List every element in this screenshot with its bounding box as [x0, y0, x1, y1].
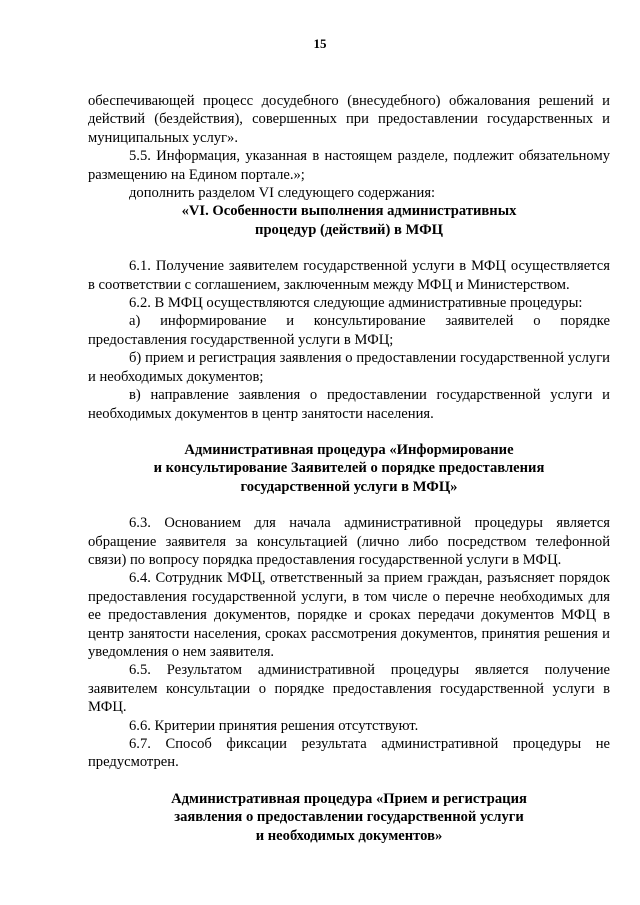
paragraph-6-2-a: а) информирование и консультирование заявителей о порядке предоставления государственной услуги в МФЦ;	[88, 313, 610, 348]
subheading-2-line-1: Административная процедура «Прием и регистрация	[171, 790, 527, 807]
paragraph-amendment-intro: дополнить разделом VI следующего содержания:	[129, 185, 436, 202]
paragraph-6-4: 6.4. Сотрудник МФЦ, ответственный за прием граждан, разъясняет порядок предоставления государственной услуги, в том числе о перечне необходимых для ее предоставления документов, порядке и сроках передачи документов МФЦ в центр занятости населения, сроках рассмотрения документов, принятия решения и уведомления о нем заявителя.	[88, 570, 610, 660]
paragraph-6-3: 6.3. Основанием для начала административной процедуры является обращение заявителя за консультацией (лично либо посредством телефонной связи) по вопросу порядка предоставления государственной услуги в МФЦ.	[88, 515, 610, 568]
page-number: 15	[313, 36, 327, 51]
paragraph-6-6: 6.6. Критерии принятия решения отсутствуют.	[129, 717, 419, 734]
paragraph-5-5: 5.5. Информация, указанная в настоящем разделе, подлежит обязательному размещению на Едином портале.»;	[88, 148, 610, 183]
procedure-informing-heading	[88, 441, 610, 496]
subheading-1-line-3: государственной услуги в МФЦ»	[240, 478, 458, 495]
subheading-2-line-2: заявления о предоставлении государственной услуги	[174, 809, 524, 826]
section-heading-line-1: «VI. Особенности выполнения административных	[181, 203, 517, 220]
paragraph-6-7: 6.7. Способ фиксации результата административной процедуры не предусмотрен.	[88, 736, 610, 771]
procedure-reception-heading	[88, 790, 610, 845]
paragraph-6-2-b: б) прием и регистрация заявления о предоставлении государственной услуги и необходимых документов;	[88, 350, 610, 385]
section-vi-heading	[88, 202, 610, 239]
section-heading-line-2: процедур (действий) в МФЦ	[255, 221, 443, 238]
paragraph-6-1: 6.1. Получение заявителем государственной услуги в МФЦ осуществляется в соответствии с соглашением, заключенным между МФЦ и Министерством.	[88, 258, 610, 293]
paragraph-continuation: обеспечивающей процесс досудебного (внесудебного) обжалования решений и действий (бездействия), совершенных при предоставлении государственных и муниципальных услуг».	[88, 93, 610, 146]
subheading-1-line-1: Административная процедура «Информирование	[184, 441, 514, 458]
paragraph-6-2-c: в) направление заявления о предоставлении государственной услуги и необходимых документов в центр занятости населения.	[88, 387, 610, 422]
paragraph-6-2: 6.2. В МФЦ осуществляются следующие административные процедуры:	[129, 295, 583, 312]
subheading-1-line-2: и консультирование Заявителей о порядке предоставления	[153, 460, 545, 477]
document-body	[88, 92, 610, 845]
paragraph-6-5: 6.5. Результатом административной процедуры является получение заявителем консультации о порядке предоставления государственной услуги в МФЦ.	[88, 662, 610, 716]
subheading-2-line-3: и необходимых документов»	[255, 827, 443, 844]
